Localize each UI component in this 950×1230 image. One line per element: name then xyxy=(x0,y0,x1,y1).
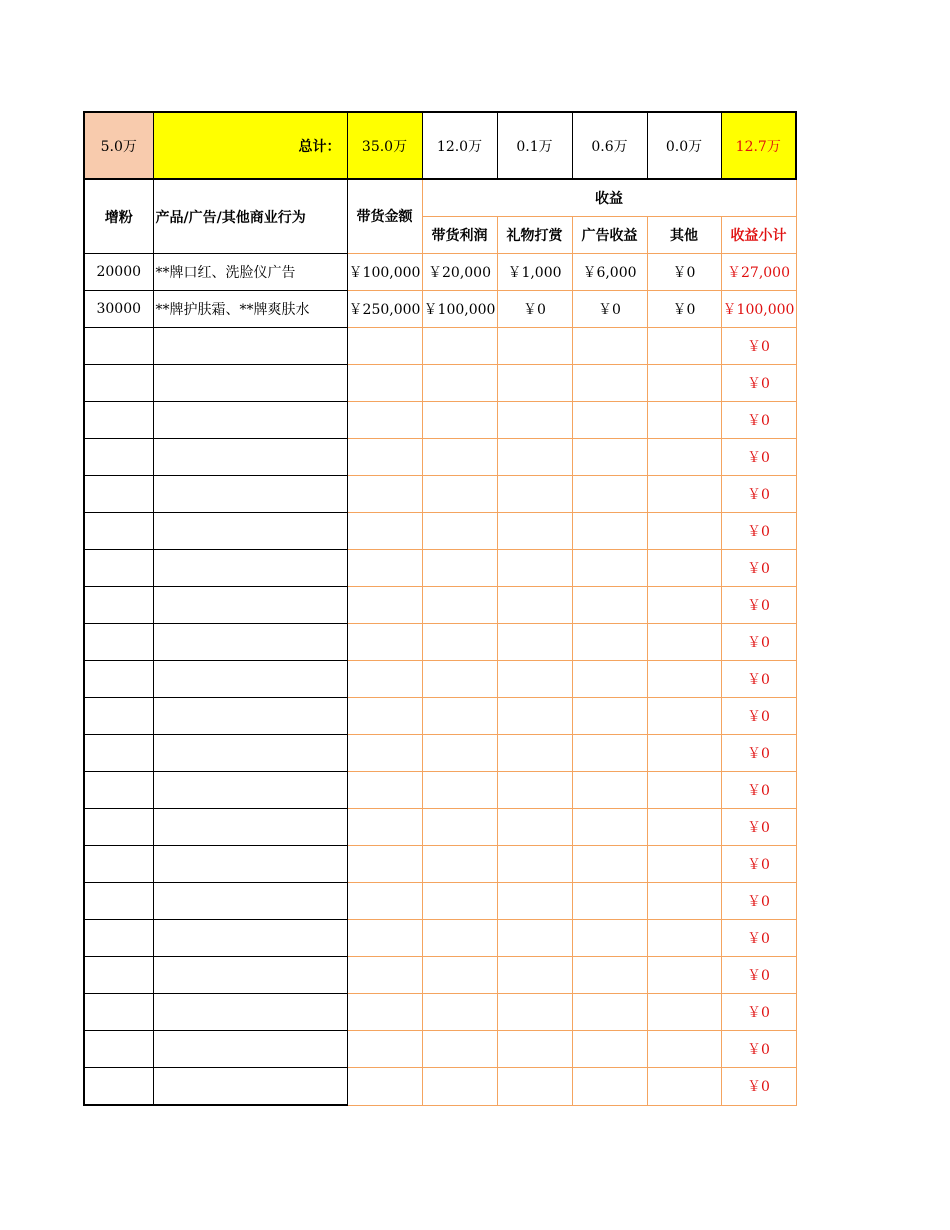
profit-cell[interactable]: ￥100,000 xyxy=(422,291,497,328)
other-cell[interactable] xyxy=(647,772,721,809)
ad-cell[interactable] xyxy=(572,587,647,624)
header-gift: 礼物打赏 xyxy=(497,217,572,254)
sales-cell[interactable] xyxy=(347,735,422,772)
fans-cell[interactable] xyxy=(84,698,153,735)
fans-cell[interactable] xyxy=(84,809,153,846)
subtotal-cell[interactable]: ￥0 xyxy=(721,994,796,1031)
fans-cell[interactable] xyxy=(84,735,153,772)
gift-cell[interactable] xyxy=(497,476,572,513)
other-cell[interactable] xyxy=(647,439,721,476)
other-cell[interactable] xyxy=(647,550,721,587)
product-cell[interactable] xyxy=(153,883,347,920)
gift-cell[interactable] xyxy=(497,365,572,402)
gift-cell[interactable] xyxy=(497,1068,572,1106)
profit-cell[interactable] xyxy=(422,1031,497,1068)
table-row xyxy=(84,698,796,735)
other-cell[interactable] xyxy=(647,328,721,365)
fans-cell[interactable]: 30000 xyxy=(84,291,153,328)
sales-cell[interactable] xyxy=(347,661,422,698)
table-row xyxy=(84,402,796,439)
sales-cell[interactable] xyxy=(347,624,422,661)
subtotal-cell[interactable]: ￥0 xyxy=(721,809,796,846)
product-cell[interactable] xyxy=(153,550,347,587)
sales-cell[interactable]: ￥250,000 xyxy=(347,291,422,328)
subtotal-cell[interactable]: ￥0 xyxy=(721,883,796,920)
header-profit: 带货利润 xyxy=(422,217,497,254)
fans-cell[interactable] xyxy=(84,920,153,957)
sales-cell[interactable] xyxy=(347,550,422,587)
product-cell[interactable] xyxy=(153,809,347,846)
gift-cell[interactable] xyxy=(497,883,572,920)
fans-cell[interactable] xyxy=(84,476,153,513)
sales-cell[interactable] xyxy=(347,920,422,957)
fans-cell[interactable] xyxy=(84,624,153,661)
other-cell[interactable] xyxy=(647,957,721,994)
profit-cell[interactable] xyxy=(422,439,497,476)
profit-cell[interactable] xyxy=(422,624,497,661)
fans-cell[interactable] xyxy=(84,513,153,550)
sales-cell[interactable] xyxy=(347,809,422,846)
ad-cell[interactable] xyxy=(572,439,647,476)
sales-cell[interactable] xyxy=(347,513,422,550)
fans-cell[interactable] xyxy=(84,1068,153,1106)
header-income: 收益 xyxy=(422,179,796,217)
profit-cell[interactable] xyxy=(422,513,497,550)
ad-cell[interactable]: ￥0 xyxy=(572,291,647,328)
subtotal-cell[interactable]: ￥0 xyxy=(721,846,796,883)
sales-cell[interactable] xyxy=(347,439,422,476)
product-cell[interactable]: **牌口红、洗脸仪广告 xyxy=(153,254,347,291)
ad-cell[interactable]: ￥6,000 xyxy=(572,254,647,291)
subtotal-cell[interactable]: ￥0 xyxy=(721,661,796,698)
profit-cell[interactable] xyxy=(422,587,497,624)
table-row xyxy=(84,439,796,476)
gift-cell[interactable] xyxy=(497,920,572,957)
table-row xyxy=(84,550,796,587)
product-cell[interactable] xyxy=(153,439,347,476)
table-row xyxy=(84,994,796,1031)
product-cell[interactable] xyxy=(153,957,347,994)
fans-cell[interactable] xyxy=(84,846,153,883)
ad-cell[interactable] xyxy=(572,1068,647,1106)
product-cell[interactable] xyxy=(153,402,347,439)
table-row xyxy=(84,476,796,513)
fans-cell[interactable] xyxy=(84,328,153,365)
ad-cell[interactable] xyxy=(572,735,647,772)
subtotal-cell[interactable]: ￥0 xyxy=(721,513,796,550)
subtotal-cell[interactable]: ￥0 xyxy=(721,402,796,439)
profit-cell[interactable]: ￥20,000 xyxy=(422,254,497,291)
other-cell[interactable]: ￥0 xyxy=(647,254,721,291)
other-cell[interactable] xyxy=(647,587,721,624)
gift-cell[interactable] xyxy=(497,994,572,1031)
subtotal-cell[interactable]: ￥0 xyxy=(721,1068,796,1106)
table-row xyxy=(84,291,796,328)
sales-cell[interactable] xyxy=(347,365,422,402)
profit-cell[interactable] xyxy=(422,994,497,1031)
sales-cell[interactable] xyxy=(347,1068,422,1106)
profit-cell[interactable] xyxy=(422,328,497,365)
sales-total-cell[interactable]: 35.0万 xyxy=(347,112,422,179)
other-cell[interactable] xyxy=(647,883,721,920)
other-cell[interactable] xyxy=(647,624,721,661)
ad-cell[interactable] xyxy=(572,920,647,957)
subtotal-cell[interactable]: ￥0 xyxy=(721,1031,796,1068)
product-cell[interactable] xyxy=(153,587,347,624)
ad-cell[interactable] xyxy=(572,883,647,920)
gift-cell[interactable] xyxy=(497,587,572,624)
other-cell[interactable] xyxy=(647,513,721,550)
header-product: 产品/广告/其他商业行为 xyxy=(153,179,347,254)
revenue-sheet xyxy=(83,111,797,1106)
subtotal-cell[interactable]: ￥27,000 xyxy=(721,254,796,291)
gift-cell[interactable] xyxy=(497,735,572,772)
subtotal-cell[interactable]: ￥0 xyxy=(721,735,796,772)
product-cell[interactable] xyxy=(153,624,347,661)
fans-cell[interactable] xyxy=(84,883,153,920)
profit-cell[interactable] xyxy=(422,365,497,402)
table-row xyxy=(84,772,796,809)
other-cell[interactable] xyxy=(647,920,721,957)
profit-cell[interactable] xyxy=(422,735,497,772)
ad-cell[interactable] xyxy=(572,698,647,735)
other-total-cell[interactable]: 0.0万 xyxy=(647,112,721,179)
table-row xyxy=(84,661,796,698)
other-cell[interactable] xyxy=(647,1031,721,1068)
other-cell[interactable] xyxy=(647,402,721,439)
table-row xyxy=(84,587,796,624)
sales-cell[interactable] xyxy=(347,772,422,809)
profit-cell[interactable] xyxy=(422,772,497,809)
fans-cell[interactable] xyxy=(84,994,153,1031)
revenue-total-cell[interactable]: 12.7万 xyxy=(721,112,796,179)
fans-cell[interactable] xyxy=(84,661,153,698)
ad-cell[interactable] xyxy=(572,809,647,846)
gift-cell[interactable]: ￥0 xyxy=(497,291,572,328)
header-fans: 增粉 xyxy=(84,179,153,254)
ad-cell[interactable] xyxy=(572,476,647,513)
subtotal-cell[interactable]: ￥0 xyxy=(721,550,796,587)
profit-cell[interactable] xyxy=(422,809,497,846)
product-cell[interactable] xyxy=(153,328,347,365)
total-label: 总计： xyxy=(153,112,347,179)
fans-cell[interactable] xyxy=(84,365,153,402)
gift-cell[interactable] xyxy=(497,809,572,846)
ad-cell[interactable] xyxy=(572,402,647,439)
profit-cell[interactable] xyxy=(422,1068,497,1106)
product-cell[interactable] xyxy=(153,365,347,402)
product-cell[interactable] xyxy=(153,476,347,513)
fans-cell[interactable] xyxy=(84,402,153,439)
table-row xyxy=(84,328,796,365)
profit-cell[interactable] xyxy=(422,661,497,698)
profit-cell[interactable] xyxy=(422,920,497,957)
product-cell[interactable] xyxy=(153,1068,347,1106)
totals-row xyxy=(84,112,796,179)
product-cell[interactable] xyxy=(153,661,347,698)
gift-cell[interactable]: ￥1,000 xyxy=(497,254,572,291)
gift-cell[interactable] xyxy=(497,439,572,476)
sales-cell[interactable] xyxy=(347,883,422,920)
gift-cell[interactable] xyxy=(497,698,572,735)
table-row xyxy=(84,846,796,883)
table-row xyxy=(84,1068,796,1106)
fans-cell[interactable] xyxy=(84,550,153,587)
product-cell[interactable] xyxy=(153,513,347,550)
profit-cell[interactable] xyxy=(422,402,497,439)
product-cell[interactable] xyxy=(153,698,347,735)
table-row xyxy=(84,365,796,402)
gift-cell[interactable] xyxy=(497,550,572,587)
sales-cell[interactable] xyxy=(347,328,422,365)
fans-cell[interactable] xyxy=(84,439,153,476)
profit-total-cell[interactable]: 12.0万 xyxy=(422,112,497,179)
gift-cell[interactable] xyxy=(497,624,572,661)
ad-cell[interactable] xyxy=(572,513,647,550)
subtotal-cell[interactable]: ￥0 xyxy=(721,365,796,402)
sales-cell[interactable] xyxy=(347,698,422,735)
product-cell[interactable] xyxy=(153,735,347,772)
gift-cell[interactable] xyxy=(497,402,572,439)
other-cell[interactable] xyxy=(647,661,721,698)
ad-cell[interactable] xyxy=(572,624,647,661)
profit-cell[interactable] xyxy=(422,476,497,513)
gift-cell[interactable] xyxy=(497,328,572,365)
sales-cell[interactable] xyxy=(347,587,422,624)
profit-cell[interactable] xyxy=(422,957,497,994)
gift-cell[interactable] xyxy=(497,513,572,550)
table-row xyxy=(84,735,796,772)
ad-cell[interactable] xyxy=(572,328,647,365)
subtotal-cell[interactable]: ￥0 xyxy=(721,624,796,661)
subtotal-cell[interactable]: ￥0 xyxy=(721,328,796,365)
other-cell[interactable] xyxy=(647,698,721,735)
product-cell[interactable]: **牌护肤霜、**牌爽肤水 xyxy=(153,291,347,328)
ad-cell[interactable] xyxy=(572,846,647,883)
ad-cell[interactable] xyxy=(572,550,647,587)
ad-cell[interactable] xyxy=(572,994,647,1031)
ad-cell[interactable] xyxy=(572,1031,647,1068)
table-row xyxy=(84,883,796,920)
fans-total-cell[interactable]: 5.0万 xyxy=(84,112,153,179)
table-row xyxy=(84,624,796,661)
table-row xyxy=(84,513,796,550)
product-cell[interactable] xyxy=(153,772,347,809)
table-row xyxy=(84,957,796,994)
sales-cell[interactable] xyxy=(347,476,422,513)
other-cell[interactable] xyxy=(647,994,721,1031)
sales-cell[interactable] xyxy=(347,994,422,1031)
profit-cell[interactable] xyxy=(422,550,497,587)
header-sales: 带货金额 xyxy=(347,179,422,254)
profit-cell[interactable] xyxy=(422,883,497,920)
fans-cell[interactable] xyxy=(84,587,153,624)
table-row xyxy=(84,254,796,291)
product-cell[interactable] xyxy=(153,920,347,957)
other-cell[interactable] xyxy=(647,476,721,513)
subtotal-cell[interactable]: ￥0 xyxy=(721,587,796,624)
profit-cell[interactable] xyxy=(422,846,497,883)
other-cell[interactable] xyxy=(647,1068,721,1106)
subtotal-cell[interactable]: ￥0 xyxy=(721,957,796,994)
product-cell[interactable] xyxy=(153,846,347,883)
other-cell[interactable] xyxy=(647,809,721,846)
gift-total-cell[interactable]: 0.1万 xyxy=(497,112,572,179)
header-ad: 广告收益 xyxy=(572,217,647,254)
subtotal-cell[interactable]: ￥0 xyxy=(721,476,796,513)
fans-cell[interactable]: 20000 xyxy=(84,254,153,291)
fans-cell[interactable] xyxy=(84,957,153,994)
gift-cell[interactable] xyxy=(497,772,572,809)
ad-cell[interactable] xyxy=(572,661,647,698)
product-cell[interactable] xyxy=(153,994,347,1031)
sales-cell[interactable] xyxy=(347,846,422,883)
gift-cell[interactable] xyxy=(497,661,572,698)
ad-total-cell[interactable]: 0.6万 xyxy=(572,112,647,179)
ad-cell[interactable] xyxy=(572,365,647,402)
subtotal-cell[interactable]: ￥0 xyxy=(721,439,796,476)
fans-cell[interactable] xyxy=(84,772,153,809)
fans-cell[interactable] xyxy=(84,1031,153,1068)
sales-cell[interactable] xyxy=(347,957,422,994)
gift-cell[interactable] xyxy=(497,1031,572,1068)
other-cell[interactable] xyxy=(647,365,721,402)
header-row-1 xyxy=(84,179,796,217)
header-other: 其他 xyxy=(647,217,721,254)
other-cell[interactable] xyxy=(647,846,721,883)
sales-cell[interactable]: ￥100,000 xyxy=(347,254,422,291)
header-subtotal: 收益小计 xyxy=(721,217,796,254)
table-row xyxy=(84,1031,796,1068)
table-row xyxy=(84,809,796,846)
gift-cell[interactable] xyxy=(497,846,572,883)
product-cell[interactable] xyxy=(153,1031,347,1068)
subtotal-cell[interactable]: ￥0 xyxy=(721,772,796,809)
profit-cell[interactable] xyxy=(422,698,497,735)
ad-cell[interactable] xyxy=(572,772,647,809)
other-cell[interactable]: ￥0 xyxy=(647,291,721,328)
sales-cell[interactable] xyxy=(347,1031,422,1068)
gift-cell[interactable] xyxy=(497,957,572,994)
subtotal-cell[interactable]: ￥0 xyxy=(721,698,796,735)
other-cell[interactable] xyxy=(647,735,721,772)
subtotal-cell[interactable]: ￥0 xyxy=(721,920,796,957)
ad-cell[interactable] xyxy=(572,957,647,994)
subtotal-cell[interactable]: ￥100,000 xyxy=(721,291,796,328)
sales-cell[interactable] xyxy=(347,402,422,439)
table-row xyxy=(84,920,796,957)
